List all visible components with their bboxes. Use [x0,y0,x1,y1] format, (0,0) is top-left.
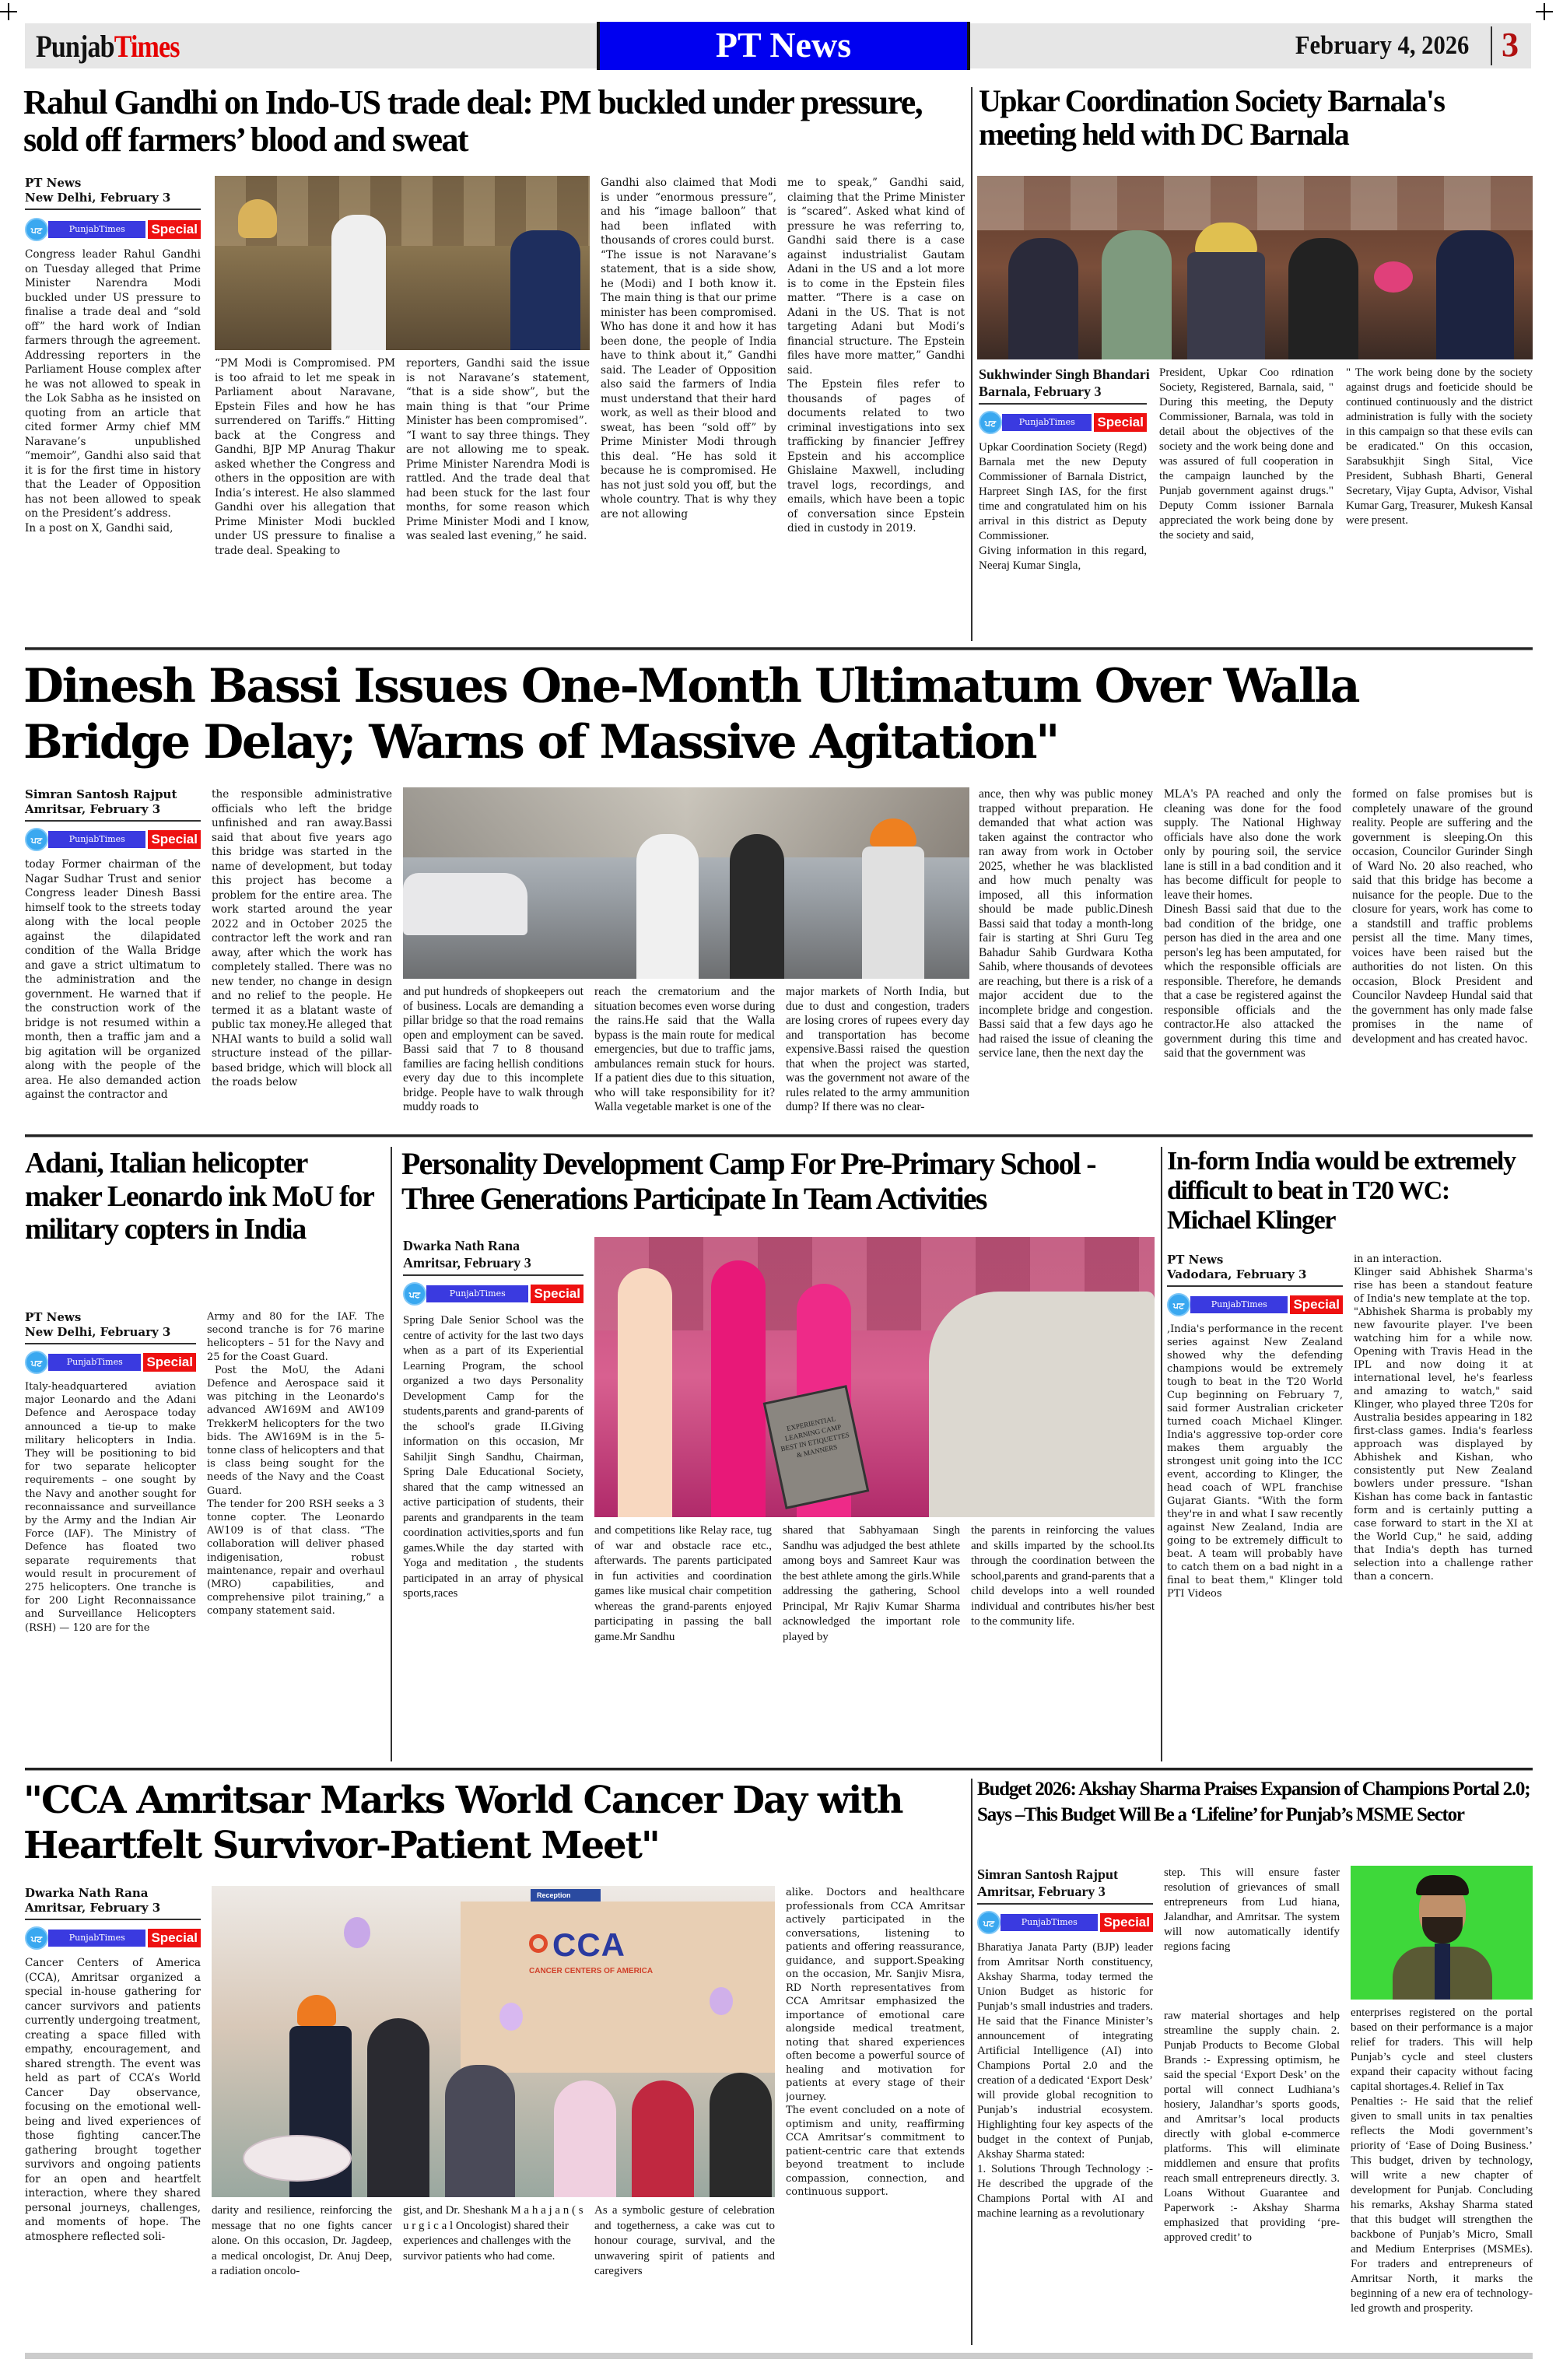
brand-name-part2: Times [114,29,180,64]
article-rahul-col4 [601,176,776,638]
article-budget-col2a [1164,1866,1340,2004]
badge-special: Special [148,1929,201,1947]
article-bassi-col5 [786,985,969,1130]
paragraph: gist, and Dr. Sheshank M a h a j a n ( s u r g i c a l Oncologist) shared their experiences and challenges with the survivor patients who had come. [403,2204,584,2263]
headline-upkar[interactable]: Upkar Coordination Society Barnala's meeting held with DC Barnala [979,84,1445,152]
masthead [25,23,1531,68]
column-divider [971,1779,972,2345]
paragraph: major markets of North India, but due to dust and congestion, traders are losing crores of rupees every day and transportation has become expensive.Bassi raised the question that when the project was started, was the government not aware of the rules related to the army ammunition dump? If there was no clear- [786,985,969,1113]
paragraph: the parents in reinforcing the values and skills imparted by the school.Its through the coordination between the school,parents and grand-parents that a child develops into a well rounded individual and contributes his/her best to the community life. [971,1524,1155,1628]
paragraph: today Former chairman of the Nagar Sudhar Trust and senior Congress leader Dinesh Bassi himself took to the streets today along with the local people against the dilapidated condition of the Walla Bridge and gave a strict ultimatum to the administration and the government. He warned that if the construction work of the bridge is not resumed within a month, then a traffic jam and a big agitation will be organized along with the people of the area. He also demanded action against the contractor and [25,858,201,1101]
article-bassi-col3 [403,985,584,1130]
page-number: 3 [1491,26,1519,65]
byline-author: Simran Santosh Rajput [977,1866,1119,1882]
issue-date: February 4, 2026 [1295,31,1469,60]
badge-brand: PunjabTimes [1190,1296,1288,1313]
byline-adani [25,1310,170,1340]
byline-author: PT News [25,176,82,190]
badge-special: Special [531,1285,584,1303]
article-camp-col3 [783,1523,960,1761]
article-camp-col4 [971,1523,1155,1761]
photo-camp-award [594,1237,1155,1517]
paragraph: The event concluded on a note of optimism and unity, reaffirming CCA Amritsar’s commitment to patient-centric care that extends beyond treatment to include compassion, connection, and continuous support. [786,2105,965,2198]
footer-bar [25,2353,1533,2359]
badge-brand: PunjabTimes [1001,1914,1098,1931]
paragraph: in an interaction. [1354,1253,1442,1265]
byline-rule [25,1919,201,1920]
crop-mark-top-right [1536,3,1553,20]
article-upkar-col2 [1159,366,1333,640]
badge-special: Special [1094,413,1147,432]
crop-mark-top-left [0,3,17,20]
headline-line2: Says –This Budget Will Be a ‘Lifeline’ for Punjab’s MSME Sector [977,1803,1464,1825]
article-klinger-col1 [1167,1323,1343,1761]
paragraph: Penalties :- He said that the relief given to small units in tax penalties reflects the Modi government’s priority of ‘Ease of Doing Business.’ This budget, driven by technology, will write a new chapter of development for Punjab. Concluding his remarks, Akshay Sharma stated that this budget will strengthen the backbone of Punjab’s Micro, Small and Medium Enterprises (MSMEs). For traders and entrepreneurs of Amritsar North, it marks the beginning of a new era of technology-led growth and prosperity. [1351,2095,1533,2315]
byline-rule [977,1903,1153,1905]
article-budget-col1 [977,1940,1153,2345]
byline-klinger [1167,1253,1306,1282]
byline-rule [979,403,1147,405]
cca-logo-subtext: CANCER CENTERS OF AMERICA [529,1967,654,1975]
byline-place: Amritsar, February 3 [25,802,161,816]
byline-bassi [25,787,177,817]
headline-klinger[interactable]: In-form India would be extremely difficult to beat in T20 WC: Michael Klinger [1167,1147,1516,1236]
brand-name-part1: Punjab [36,29,114,64]
badge-brand: PunjabTimes [48,1354,141,1371]
paragraph: Congress leader Rahul Gandhi on Tuesday alleged that Prime Minister Narendra Modi buckled under US pressure to finalise a trade deal and “sold off” the hard work of Indian farmers through the agreement. Addressing reporters in the Parliament House complex after he was not allowed to speak in the Lok Sabha as he insisted on quoting from an article that cited former Army chief MM Naravane’s unpublished “memoir”, Gandhi also said that it is for the first time in history that the Leader of Opposition has not been allowed to speak on the President’s address. [25,248,201,520]
article-cca-col1 [25,1956,201,2345]
byline-rule [25,1343,196,1344]
badge-special: Special [148,830,201,849]
byline-upkar [979,366,1150,400]
paragraph: Spring Dale Senior School was the centre of activity for the last two days when as a part of its Experiential Learning Program, the school organized a two days Personality Development Camp for the students,parents and grand-parents of the school's grade II.Giving information on this occasion, Mr Sahiljit Singh Sandhu, Chairman, Spring Dale Educational Society, shared that the camp witnessed an active participation of students, their parents and grandparents in the team coordination activities,sports and fun games.While the day started with Yoga and meditation , the students participated in an array of physical sports,races [403,1314,584,1600]
paragraph: me to speak,” Gandhi said, claiming that the Prime Minister is “scared”. Asked what kind of pressure he was referring to, Gandhi said there is a case against industrialist Gautam Adani in the US and a lot more is to come in the Epstein files matter. “There is a case on Adani in the US. That is not targeting Adani but Modi’s financial structure. The Epstein files have more matter,” Gandhi said. [787,177,965,377]
paragraph: As a symbolic gesture of celebration and togetherness, a cake was cut to honour courage, survival, and the unwavering spirit of patients and caregivers [594,2204,775,2277]
byline-budget [977,1866,1118,1900]
paragraph: Army and 80 for the IAF. The second tranche is for 76 marine helicopters – 51 for the Navy and 25 for the Coast Guard. [207,1311,384,1363]
column-divider [971,87,972,641]
byline-camp [403,1237,531,1271]
article-cca-col5 [786,1886,965,2345]
paragraph: ance, then why was public money trapped without preparation. He demanded that what action was taken against the contractor who ran away from work in October 2025, whether he was blacklisted and how much penalty was imposed, all this information should be made public.Dinesh Bassi said that today a month-long fair is starting at Shri Guru Teg Bahadur Sahib Gurdwara Kotha Sahib, where thousands of devotees are reaching, but there is a risk of a major accident due to the incomplete bridge and congestion. Bassi said that a few days ago he had raised the issue of cleaning the service lane, then the next day the [979,787,1153,1060]
special-badge [979,411,1147,434]
article-rahul-col2 [215,356,395,638]
special-badge [25,1926,201,1950]
photo-cca-event [212,1886,775,2197]
byline-author: Dwarka Nath Rana [403,1238,520,1253]
byline-place: Barnala, February 3 [979,384,1102,399]
paragraph: In a post on X, Gandhi said, [25,521,173,535]
badge-brand: PunjabTimes [1002,414,1092,431]
paragraph: Bharatiya Janata Party (BJP) leader from Amritsar North constituency, Akshay Sharma, today termed the Union Budget as historic for Punjab’s small industries and traders. He said that the Finance Minister’s announcement of integrating Artificial Intelligence (AI) into Champions Portal 2.0 and the creation of a dedicated ‘Export Desk’ will provide global recognition to Punjab’s industrial ecosystem. Highlighting four key aspects of the budget in the context of Punjab, Akshay Sharma stated: [977,1941,1153,2161]
paragraph: alike. Doctors and healthcare professionals from CCA Amritsar actively participated in the conversations, listening to patients and offering reassurance, guidance, and support.Speaking on the occasion, Mr. Sanjiv Misra, RD North representatives from CCA Amritsar emphasized the importance of emotional care alongside medical treatment, noting that shared experiences often become a powerful source of healing and motivation for patients at every stage of their journey. [786,1887,965,2103]
article-rahul-col5 [787,176,965,638]
byline-rule [1167,1285,1343,1287]
pt-logo-icon: ਪਟ [403,1282,426,1306]
byline-place: Vadodara, February 3 [1167,1267,1307,1281]
headline-rahul[interactable]: Rahul Gandhi on Indo-US trade deal: PM buckled under pressure, sold off farmers’ blood and sweat [23,84,923,159]
paragraph: Cancer Centers of America (CCA), Amritsar organized a special in-house gathering for cancer survivors and patients currently undergoing treatment, creating a space filled with empathy, encouragement, and shared strength. The event was held as part of CCA’s World Cancer Day observance, focusing on the emotional well-being and lived experiences of those fighting cancer.The gathering brought together survivors and ongoing patients for an open and heartfelt interaction, where they shared personal journeys, challenges, and moments of hope. The atmosphere reflected soli- [25,1957,201,2243]
badge-brand: PunjabTimes [426,1285,528,1302]
section-separator [25,647,1533,650]
pt-logo-icon: ਪਟ [25,1351,48,1374]
byline-rule [25,209,201,210]
pt-logo-icon: ਪਟ [1167,1293,1190,1316]
paragraph: shared that Sabhyamaan Singh Sandhu was adjudged the best athlete among boys and Samreet Kaur was the best athlete among the girls.While addressing the gathering, School Principal, Mr Rajiv Kumar Sharma acknowledged the important role played by [783,1524,960,1643]
badge-brand: PunjabTimes [48,1930,145,1947]
paragraph: Dinesh Bassi said that due to the bad condition of the bridge, one person has died in the area and one person's leg has been amputated, for which the responsible officials are responsible. Therefore, he demands that a case be registered against the responsible officials and the contractor.He also attacked the government during this time and said that the government was [1164,903,1341,1060]
headline-camp[interactable]: Personality Development Camp For Pre-Primary School - Three Generations Participate In Team Activities [401,1147,1095,1216]
paragraph: and put hundreds of shopkeepers out of business. Locals are demanding a pillar bridge so that the road remains open and employment can be saved. Bassi said that 7 to 8 thousand families are facing hellish conditions every day due to this incomplete bridge. People have to walk through muddy roads to [403,985,584,1113]
pt-logo-icon: ਪਟ [25,218,48,241]
article-bassi-col8 [1352,787,1533,1130]
photo-parliament [215,176,590,350]
pt-logo-icon: ਪਟ [979,411,1002,434]
paragraph: “The issue is not Naravane’s statement, that is a side show, he (Modi) and I both know it. The main thing is that our prime minister has been compromised. Who has done it and how it has been done, the people of India have to think about it,” Gandhi said. The Leader of Opposition also said the farmers of India must understand that their hard work, as well as their blood and sweat, has been “sold off” by Prime Minister Modi through this deal. “He has sold it because he is compromised. He has not just sold you off, but the whole country. That is why they are not allowing [601,248,776,521]
headline-cca[interactable]: "CCA Amritsar Marks World Cancer Day with Heartfelt Survivor-Patient Meet" [23,1779,902,1867]
article-cca-col2 [212,2203,392,2345]
article-adani-col1 [25,1380,196,1761]
article-rahul-col3 [406,356,590,638]
paragraph: formed on false promises but is completely unaware of the ground reality. People are suffering and the government is sleeping.On this occasion, Councilor Gurinder Singh of Ward No. 20 also reached, who said that this bridge has become a nuisance for the people. Due to the closure for years, work has come to a standstill and traffic problems persist all the time. Many times, voices have been raised but the authorities do not listen. On this occasion, Block President and Councilor Navdeep Hundal said that the government has only made false promises in the name of development and has created havoc. [1352,787,1533,1046]
paragraph: President, Upkar Coo rdination Society, Registered, Barnala, said, " During this meeting, the Deputy Commissioner, Barnala, was told in detail about the objectives of the society and the work being done and was assured of full cooperation in the campaign launched by the Punjab government against drugs." Deputy Comm issioner Barnala appreciated the work being done by the society and said, [1159,366,1333,542]
pt-logo-icon: ਪਟ [25,828,48,851]
photo-akshay-sharma [1351,1866,1533,2000]
byline-rahul [25,176,170,205]
special-badge [25,218,201,241]
paragraph: Giving information in this regard, Neeraj Kumar Singla, [979,545,1147,572]
special-badge [977,1911,1153,1934]
article-upkar-col1 [979,440,1147,640]
byline-author: Simran Santosh Rajput [25,787,177,801]
paragraph: "Abhishek Sharma is probably my new favourite player. I've been watching him for a while now. Opening with Travis Head in the IPL and now doing it at international level, he's fearless and amazing to watch," said Klinger, who played three T20s for Australia besides appearing in 182 first-class games. India's fearless approach was displayed by Abhishek and Kishan, who consistently put New Zealand bowlers under pressure. "Ishan Kishan has come back in fantastic form and is certainly putting a case forward to start in the XI at the World Cup," he said, adding that India's depth has turned selection into a challenge rather than a concern. [1354,1306,1533,1583]
byline-author: PT News [1167,1253,1224,1267]
byline-author: PT News [25,1310,82,1324]
paragraph: raw material shortages and help streamline the supply chain. 2. Punjab Products to Become Global Brands :- Expressing optimism, he said the special ‘Export Desk’ on the portal will connect Ludhiana’s hosiery, Jalandhar’s sports goods, and Amritsar’s local products directly with global e-commerce platforms. This will eliminate middlemen and ensure that profits reach small entrepreneurs directly. 3. Loans Without Guarantee and Paperwork :- Akshay Sharma emphasized that providing ‘pre-approved credit’ to [1164,2010,1340,2244]
article-budget-col2b [1164,2009,1340,2345]
paragraph: The Epstein files refer to thousands of pages of documents related to two criminal investigations into sex trafficking by financier Jeffrey Epstein and his accomplice Ghislaine Maxwell, including travel logs, recordings, and emails, which have been a topic of conversation since Epstein died in custody in 2019. [787,378,965,535]
byline-cca [25,1886,160,1916]
special-badge [25,828,201,851]
badge-special: Special [1290,1295,1343,1314]
badge-brand: PunjabTimes [48,831,145,848]
paragraph: and competitions like Relay race, tug of war and obstacle race etc., afterwards. The parents participated in fun activities and coordination games like musical chair competition whereas the grand-parents enjoyed participating in passing the ball game.Mr Sandhu [594,1524,772,1643]
badge-special: Special [1100,1913,1153,1932]
paragraph: 1. Solutions Through Technology :- He described the upgrade of the Champions Portal with AI and machine learning as a revolutionary [977,2163,1153,2220]
byline-place: Amritsar, February 3 [403,1255,531,1271]
article-adani-col2 [207,1310,384,1761]
photo-dc-barnala-meeting [977,176,1533,359]
certificate-text: EXPERIENTIAL LEARNING CAMP BEST IN ETIQUETTES & MANNERS [763,1385,870,1509]
paragraph: “I want to say three things. They are not allowing me to speak. Prime Minister Narendra Modi is rattled. And the trade deal that had been stuck for the last four months, for some reason which Prime Minister Modi and I know, was sealed last evening,” he said. [406,429,590,542]
paragraph: the responsible administrative officials who left the bridge unfinished and ran away.Bassi said that about five years ago this bridge was started in the name of development, but today this project has become a problem for the entire area. The work started around the year 2022 and in October 2025 the contractor left the work and ran away, after which the work has completely stalled. There was no new tender, no change in design and no relief to the people. He termed it as a blatant waste of public tax money.He alleged that NHAI wants to build a solid wall structure instead of the pillar-based bridge, which will block all the roads below [212,788,392,1088]
article-bassi-col1 [25,857,201,1130]
headline-budget[interactable] [977,1777,1533,1861]
paragraph: “PM Modi is Compromised. PM is too afraid to let me speak in Parliament about Naravane, Epstein Files and how he has surrendered on Tariffs.” Hitting back at the Congress and Gandhi, BJP MP Anurag Thakur asked whether the Congress and others in the opposition are with India’s interest. He also slammed Gandhi over his allegation that Prime Minister Modi buckled under US pressure to finalise a trade deal. Speaking to [215,357,395,557]
paragraph: enterprises registered on the portal based on their performance is a major relief for traders. This will help Punjab’s cycle and steel clusters expand their capacity without facing capital shortages.4. Relief in Tax [1351,2007,1533,2093]
reception-sign: Reception [531,1889,601,1902]
pt-logo-icon: ਪਟ [977,1911,1001,1934]
cca-logo-text: CCA [552,1926,626,1963]
badge-special: Special [148,220,201,239]
byline-author: Dwarka Nath Rana [25,1886,149,1900]
paragraph: Post the MoU, the Adani Defence and Aerospace said it was pitching in the Leonardo's advanced AW169M and AW109 TrekkerM helicopters for the two bids. The AW169M is in the 5-tonne class of helicopters and that is class being sought for the needs of the Navy and the Coast Guard. [207,1364,384,1497]
special-badge [403,1282,584,1306]
paragraph: " The work being done by the society against drugs and foeticide should be continued continuously and the district administration is fully with the society in this campaign so that these evils can be eradicated." On this occasion, Sarabsukhjit Singh Sital, Vice President, Subhash Bharti, General Secretary, Vijay Gupta, Advisor, Vishal Kumar Garg, Treasurer, Mukesh Kansal were present. [1346,366,1533,527]
paragraph: darity and resilience, reinforcing the message that no one fights cancer alone. On this occasion, Dr. Jagdeep, a medical oncologist, Dr. Anuj Deep, a radiation oncolo- [212,2204,392,2277]
paragraph: Upkar Coordination Society (Regd) Barnala met the new Deputy Commissioner of Barnala District, Harpreet Singh IAS, for the first time and congratulated him on his arrival in this district as Deputy Commissioner. [979,441,1147,542]
paragraph: step. This will ensure faster resolution of grievances of small entrepreneurs from Lud hiana, Jalandhar, and Amritsar. The system will now automatically identify regions facing [1164,1866,1340,1953]
badge-brand: PunjabTimes [48,221,145,238]
paragraph: reach the crematorium and the situation becomes even worse during the rains.He said that the Walla bypass is the main route for medical emergencies, but due to traffic jams, ambulances remain stuck for hours. If a patient dies due to this situation, who will take responsibility for it? Walla vegetable market is one of the [594,985,775,1113]
article-camp-col2 [594,1523,772,1761]
special-badge [1167,1293,1343,1316]
brand-logo[interactable] [36,28,180,65]
pt-logo-icon: ਪਟ [25,1926,48,1950]
paragraph: ,India's performance in the recent series against New Zealand showed why the defending champions would be extremely tough to beat in the T20 World Cup beginning on February 7, said former Australian cricketer turned coach Michael Klinger. India's aggressive top-order core makes them arguably the strongest unit going into the ICC event, according to Klinger, the head coach of WPL franchise Gujarat Giants. "With the form they're in and what I saw recently against New Zealand, India are going to be extremely difficult to beat. A team will probably have to catch them on a bad night in a final to beat them," Klinger told PTI Videos [1167,1323,1343,1600]
special-badge [25,1351,196,1374]
article-upkar-col3 [1346,366,1533,640]
headline-bassi[interactable]: Dinesh Bassi Issues One-Month Ultimatum Over Walla Bridge Delay; Warns of Massive Agitation" [23,659,1359,769]
column-divider [1161,1147,1162,1761]
byline-place: New Delhi, February 3 [25,1325,171,1339]
article-bassi-col4 [594,985,775,1130]
column-divider [391,1147,392,1761]
article-bassi-col6 [979,787,1153,1130]
article-klinger-col2 [1354,1253,1533,1761]
article-budget-col3 [1351,2006,1533,2345]
headline-line1: Budget 2026: Akshay Sharma Praises Expansion of Champions Portal 2.0; [977,1779,1530,1800]
article-bassi-col2 [212,787,392,1130]
article-bassi-col7 [1164,787,1341,1130]
paragraph: Klinger said Abhishek Sharma's rise has been a standout feature of India's new template at the top. [1354,1267,1533,1305]
photo-walla-bridge-protest [403,787,969,979]
byline-rule [25,820,201,822]
badge-special: Special [143,1353,196,1372]
paragraph: Gandhi also claimed that Modi is under “enormous pressure”, and his “image balloon” that had been inflated with thousands of crores could burst. [601,177,776,247]
article-cca-col4 [594,2203,775,2345]
article-cca-col3 [403,2203,584,2345]
byline-author: Sukhwinder Singh Bhandari [979,366,1150,382]
byline-place: New Delhi, February 3 [25,191,171,205]
byline-place: Amritsar, February 3 [25,1901,161,1915]
paragraph: MLA's PA reached and only the cleaning was done for the food supply. The National Highway officials have also done the work only by pouring soil, the service lane is still in a bad condition and it has become difficult for people to leave their homes. [1164,787,1341,902]
section-separator [25,1768,1533,1771]
byline-place: Amritsar, February 3 [977,1884,1106,1899]
article-camp-col1 [403,1313,584,1761]
paragraph: reporters, Gandhi said the issue is not Naravane’s statement, “that is a side show”, but the main thing is that “our Prime Minister has been compromised”. [406,357,590,427]
byline-rule [403,1274,584,1276]
headline-adani[interactable]: Adani, Italian helicopter maker Leonardo ink MoU for military copters in India [25,1147,373,1246]
paragraph: Italy-headquartered aviation major Leonardo and the Adani Defence and Aerospace today announced a tie-up to make military helicopters in India. They will be positioning to bid for two separate helicopter requirements – one sought by the Navy and another sought for reconnaissance and surveillance by the Army and the Indian Air Force (IAF). The Ministry of Defence has floated two separate requirements that would result in procurement of 275 helicopters. One tranche is for 200 Light Reconnaissance and Surveillance Helicopters (RSH) — 120 are for the [25,1381,196,1634]
section-title: PT News [597,22,970,70]
paragraph: The tender for 200 RSH seeks a 3 tonne copter. The Leonardo AW109 is of that class. “The collaboration will deliver phased indigenisation, robust maintenance, repair and overhaul (MRO) capabilities, and comprehensive pilot training,” a company statement said. [207,1498,384,1618]
section-separator [25,1134,1533,1137]
article-rahul-col1 [25,247,201,636]
